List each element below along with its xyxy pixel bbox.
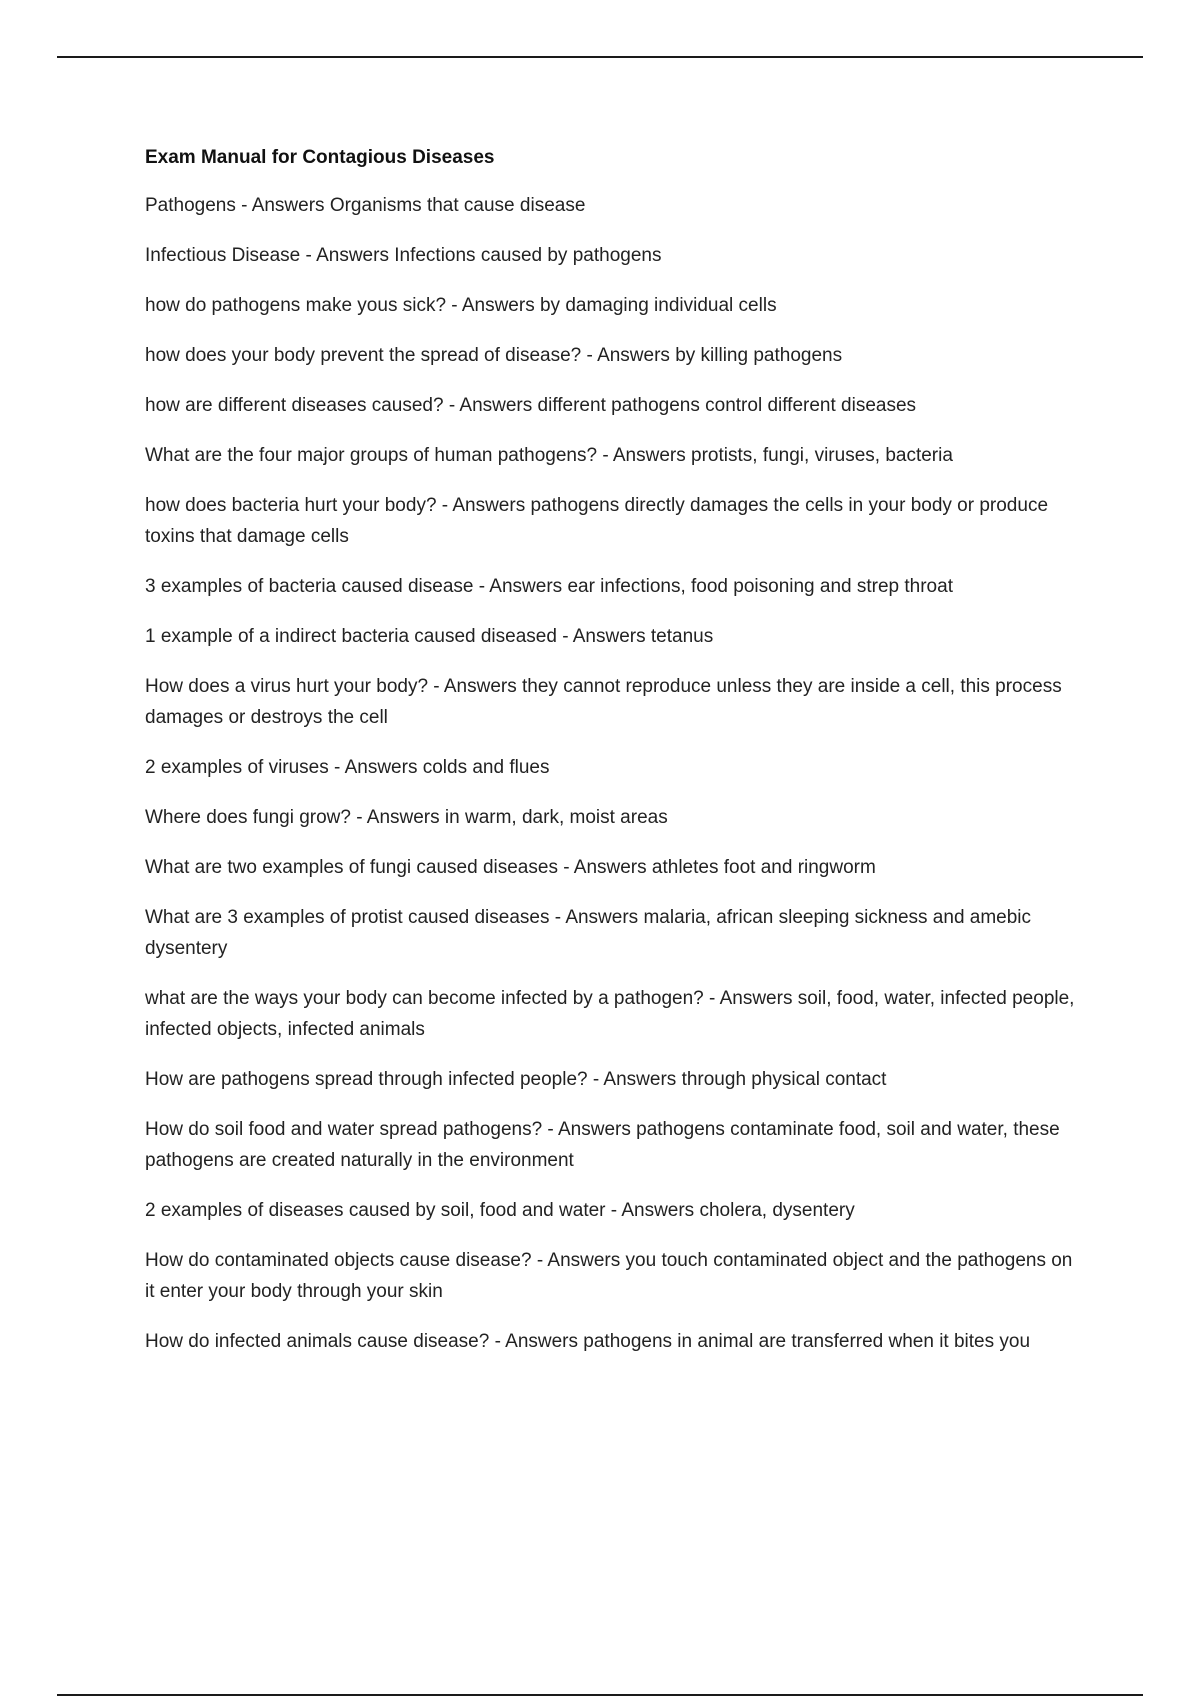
document-body <box>145 145 1080 1376</box>
qa-item-prevent-spread: how does your body prevent the spread of disease? - Answers by killing pathogens <box>145 345 843 366</box>
qa-item-indirect-bacteria: 1 example of a indirect bacteria caused diseased - Answers tetanus <box>145 626 714 647</box>
header-rule <box>57 56 1143 58</box>
qa-item-infection-ways: what are the ways your body can become infected by a pathogen? - Answers soil, food, water, infected people, infected objects, infected animals <box>145 988 1075 1040</box>
qa-item-soil-food-water: How do soil food and water spread pathogens? - Answers pathogens contaminate food, soil and water, these pathogens are created naturally in the environment <box>145 1119 1060 1171</box>
document-title: Exam Manual for Contagious Diseases <box>145 147 495 168</box>
qa-list <box>145 190 1080 1357</box>
qa-item-four-groups: What are the four major groups of human pathogens? - Answers protists, fungi, viruses, bacteria <box>145 445 953 466</box>
qa-item-infectious-disease: Infectious Disease - Answers Infections caused by pathogens <box>145 245 662 266</box>
qa-item-bacteria-examples: 3 examples of bacteria caused disease - Answers ear infections, food poisoning and strep throat <box>145 576 953 597</box>
qa-item-diseases-caused: how are different diseases caused? - Answers different pathogens control different diseases <box>145 395 917 416</box>
qa-item-virus-examples: 2 examples of viruses - Answers colds and flues <box>145 757 550 778</box>
qa-item-virus-hurt: How does a virus hurt your body? - Answers they cannot reproduce unless they are inside a cell, this process damages or destroys the cell <box>145 676 1062 728</box>
qa-item-soil-food-water-examples: 2 examples of diseases caused by soil, food and water - Answers cholera, dysentery <box>145 1200 855 1221</box>
qa-item-protist-examples: What are 3 examples of protist caused diseases - Answers malaria, african sleeping sickness and amebic dysentery <box>145 907 1032 959</box>
qa-item-fungi-examples: What are two examples of fungi caused diseases - Answers athletes foot and ringworm <box>145 857 876 878</box>
qa-item-contaminated-objects: How do contaminated objects cause disease? - Answers you touch contaminated object and the pathogens on it enter your body through your skin <box>145 1250 1073 1302</box>
qa-item-infected-animals: How do infected animals cause disease? - Answers pathogens in animal are transferred when it bites you <box>145 1331 1031 1352</box>
qa-item-pathogens: Pathogens - Answers Organisms that cause disease <box>145 195 586 216</box>
footer-rule <box>57 1694 1143 1696</box>
qa-item-make-sick: how do pathogens make yous sick? - Answers by damaging individual cells <box>145 295 777 316</box>
qa-item-fungi-grow: Where does fungi grow? - Answers in warm, dark, moist areas <box>145 807 668 828</box>
qa-item-infected-people: How are pathogens spread through infected people? - Answers through physical contact <box>145 1069 887 1090</box>
qa-item-bacteria-hurt: how does bacteria hurt your body? - Answers pathogens directly damages the cells in your body or produce toxins that damage cells <box>145 495 1049 547</box>
